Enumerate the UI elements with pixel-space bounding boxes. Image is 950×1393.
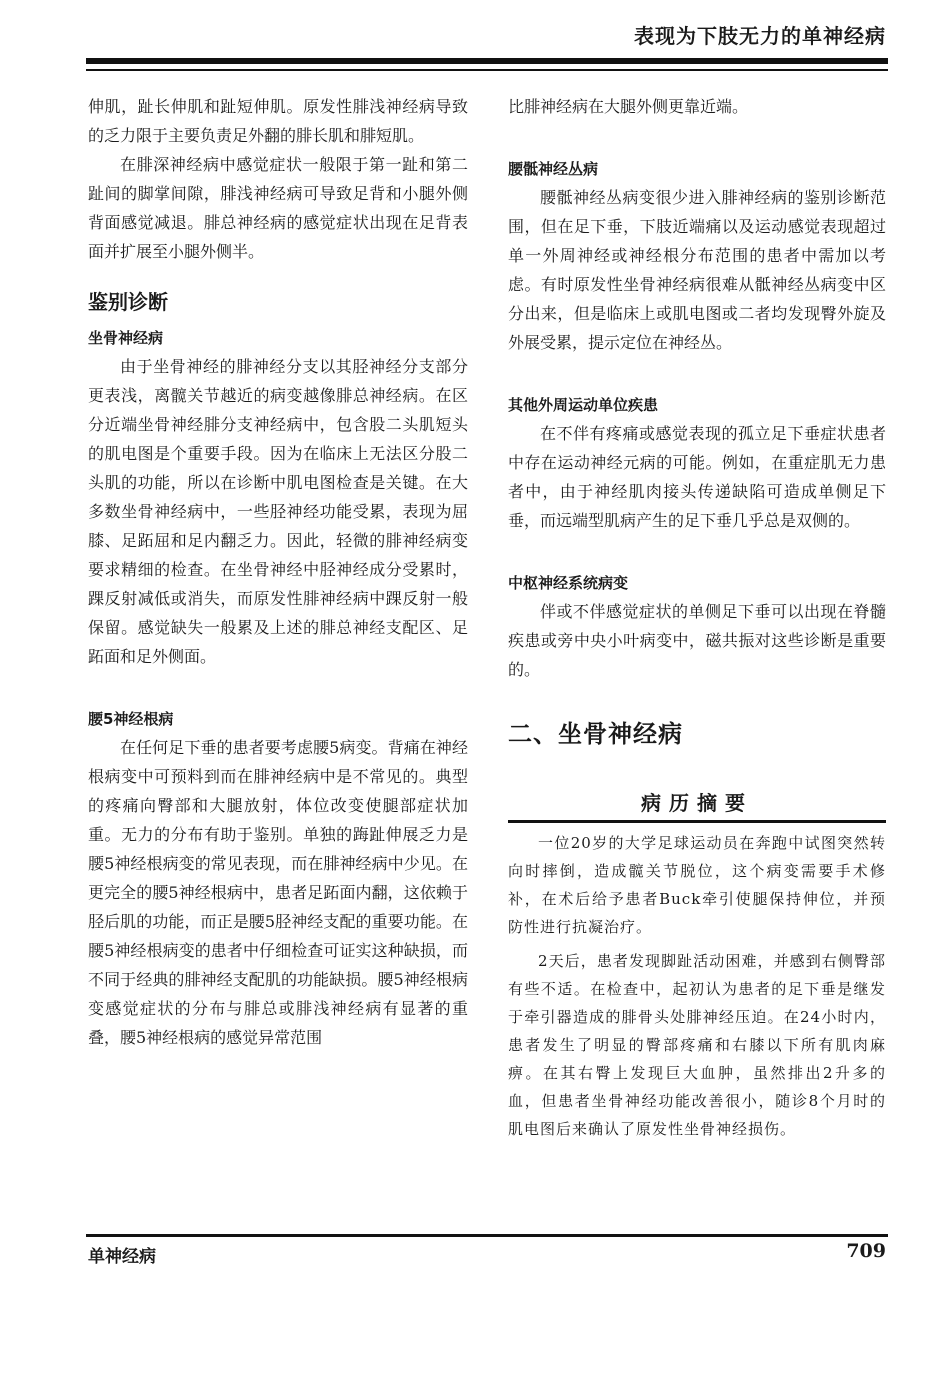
header-rule-thick bbox=[86, 58, 888, 64]
paragraph-motor-unit: 在不伴有疼痛或感觉表现的孤立足下垂症状患者中存在运动神经元病的可能。例如，在重症肌无力患者中，由于神经肌肉接头传递缺陷可造成单侧足下垂，而远端型肌病产生的足下垂几乎总是双侧的。 bbox=[508, 424, 886, 530]
header-rule-thin bbox=[86, 69, 888, 71]
footer-rule bbox=[86, 1234, 888, 1237]
right-column bbox=[508, 92, 886, 1149]
left-column bbox=[88, 92, 468, 1052]
case-summary-box bbox=[508, 790, 886, 1143]
subheading-motor-unit: 其他外周运动单位疾患 bbox=[508, 396, 659, 414]
paragraph-lumbosacral-plexus: 腰骶神经丛病变很少进入腓神经病的鉴别诊断范围，但在足下垂，下肢近端痛以及运动感觉表现超过单一外周神经或神经根分布范围的患者中需加以考虑。有时原发性坐骨神经病很难从骶神经丛病变中区分出来，但是临床上或肌电图或二者均发现臀外旋及外展受累，提示定位在神经丛。 bbox=[508, 188, 886, 352]
page-number: 709 bbox=[846, 1240, 886, 1262]
case-summary-title: 病历摘要 bbox=[508, 790, 886, 823]
subheading-sciatic: 坐骨神经病 bbox=[88, 329, 164, 347]
paragraph-l5-radiculopathy: 在任何足下垂的患者要考虑腰5病变。背痛在神经根病变中可预料到而在腓神经病中是不常见的。典型的疼痛向臀部和大腿放射，体位改变使腿部症状加重。无力的分布有助于鉴别。单独的踇趾伸展乏力是腰5神经根病变的常见表现，而在腓神经病中少见。在更完全的腰5神经根病中，患者足跖面内翻，这依赖于胫后肌的功能，而正是腰5胫神经支配的重要功能。在腰5神经根病变的患者中仔细检查可证实这种缺损，而不同于经典的腓神经支配肌的功能缺损。腰5神经根病变感觉症状的分布与腓总或腓浅神经病有显著的重叠，腰5神经根病的感觉异常范围 bbox=[88, 738, 468, 1047]
footer-chapter-title: 单神经病 bbox=[88, 1247, 156, 1267]
paragraph-sensory: 在腓深神经病中感觉症状一般限于第一趾和第二趾间的脚掌间隙，腓浅神经病可导致足背和小腿外侧背面感觉减退。腓总神经病的感觉症状出现在足背表面并扩展至小腿外侧半。 bbox=[88, 155, 468, 261]
paragraph-intro: 伸肌，趾长伸肌和趾短伸肌。原发性腓浅神经病导致的乏力限于主要负责足外翻的腓长肌和腓短肌。 bbox=[88, 97, 468, 145]
case-paragraph-2: 2天后，患者发现脚趾活动困难，并感到右侧臀部有些不适。在检查中，起初认为患者的足下垂是继发于牵引器造成的腓骨头处腓神经压迫。在24小时内，患者发生了明显的臀部疼痛和右膝以下所有肌肉麻痹。在其右臀上发现巨大血肿，虽然排出2升多的血，但患者坐骨神经功能改善很小，随诊8个月时的肌电图后来确认了原发性坐骨神经损伤。 bbox=[508, 952, 886, 1138]
case-paragraph-1: 一位20岁的大学足球运动员在奔跑中试图突然转向时摔倒，造成髋关节脱位，这个病变需要手术修补，在术后给予患者Buck牵引使腿保持伸位，并预防性进行抗凝治疗。 bbox=[508, 834, 886, 936]
subheading-lumbosacral-plexus: 腰骶神经丛病 bbox=[508, 160, 599, 178]
section-heading-sciatic-neuropathy: 二、坐骨神经病 bbox=[508, 720, 683, 748]
subheading-cns: 中枢神经系统病变 bbox=[508, 574, 629, 592]
paragraph-cns: 伴或不伴感觉症状的单侧足下垂可以出现在脊髓疾患或旁中央小叶病变中，磁共振对这些诊断是重要的。 bbox=[508, 602, 886, 679]
section-heading-differential: 鉴别诊断 bbox=[88, 290, 168, 314]
case-summary-text bbox=[508, 829, 886, 1143]
running-header-title: 表现为下肢无力的单神经病 bbox=[634, 24, 886, 48]
paragraph-sciatic: 由于坐骨神经的腓神经分支以其胫神经分支部分更表浅，离髋关节越近的病变越像腓总神经病。在区分近端坐骨神经腓分支神经病中，包含股二头肌短头的肌电图是个重要手段。因为在临床上无法区分股二头肌的功能，所以在诊断中肌电图检查是关键。在大多数坐骨神经病中，一些胫神经功能受累，表现为屈膝、足跖屈和足内翻乏力。因此，轻微的腓神经病变要求精细的检查。在坐骨神经中胫神经成分受累时，踝反射减低或消失，而原发性腓神经病中踝反射一般保留。感觉缺失一般累及上述的腓总神经支配区、足跖面和足外侧面。 bbox=[88, 357, 468, 666]
subheading-l5-radiculopathy: 腰5神经根病 bbox=[88, 710, 174, 728]
paragraph-continued: 比腓神经病在大腿外侧更靠近端。 bbox=[508, 97, 749, 116]
